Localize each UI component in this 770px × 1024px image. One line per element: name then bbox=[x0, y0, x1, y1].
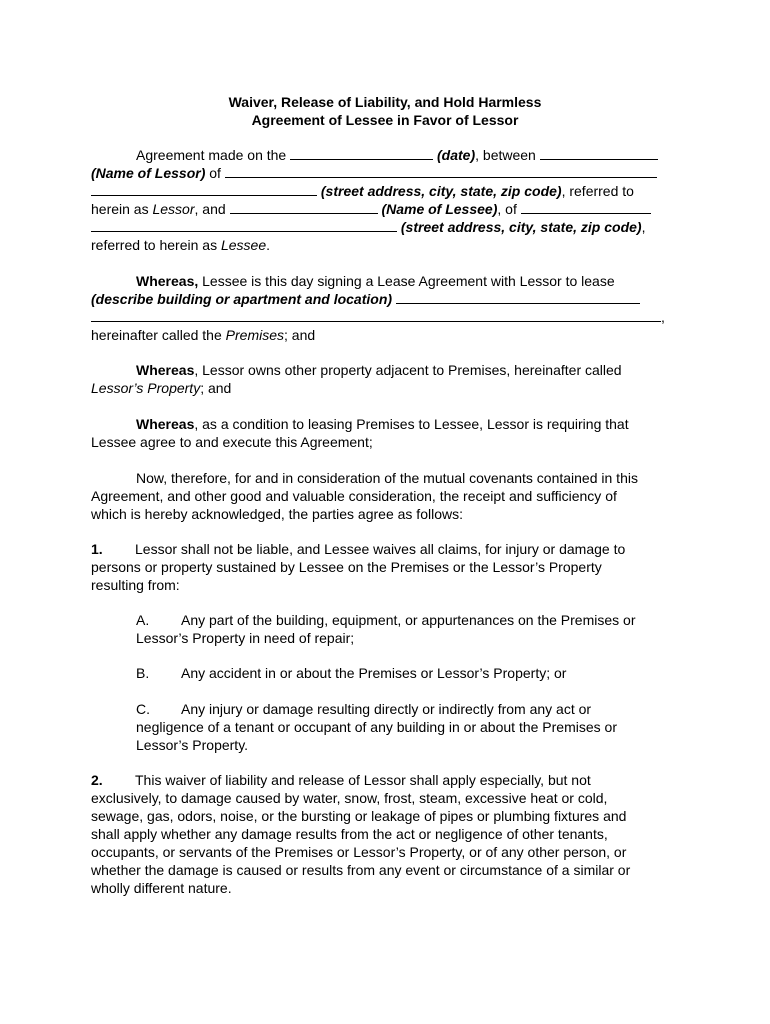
whereas2-line1 bbox=[136, 361, 622, 379]
lessor-term: Lessor bbox=[152, 201, 195, 217]
made-on-text: Agreement made on the bbox=[136, 147, 287, 163]
of-text: of bbox=[209, 165, 221, 181]
now-therefore-line2: Agreement, and other good and valuable consideration, the receipt and sufficiency of bbox=[91, 488, 617, 504]
referred-to-text: , referred to bbox=[561, 183, 634, 199]
item-c-line2: negligence of a tenant or occupant of any building in or about the Premises or bbox=[136, 719, 617, 735]
parties-line4 bbox=[91, 200, 651, 218]
whereas2-line2 bbox=[91, 379, 231, 397]
section2-line2: exclusively, to damage caused by water, snow, frost, steam, excessive heat or cold, bbox=[91, 790, 608, 806]
item-b-text1: Any accident in or about the Premises or Lessor’s Property; or bbox=[181, 665, 567, 681]
whereas3-text1: , as a condition to leasing Premises to Lessee, Lessor is requiring that bbox=[194, 416, 629, 432]
lessors-property-term: Lessor’s Property bbox=[91, 380, 201, 396]
date-blank[interactable] bbox=[290, 147, 433, 160]
whereas1-line4 bbox=[91, 326, 315, 344]
comma-text: , bbox=[641, 219, 646, 235]
whereas1-line2 bbox=[91, 290, 640, 308]
section2-line5: occupants, or servants of the Premises or Lessor’s Property, or of any other person, or bbox=[91, 844, 627, 860]
lessee-of-blank[interactable] bbox=[521, 201, 651, 214]
describe-label: (describe building or apartment and location) bbox=[91, 291, 393, 307]
lessor-name-label: (Name of Lessor) bbox=[91, 165, 206, 181]
lessee-name-label: (Name of Lessee) bbox=[381, 201, 498, 217]
location-blank[interactable] bbox=[91, 309, 661, 322]
parties-line1 bbox=[136, 146, 658, 164]
of-comma-text: , of bbox=[497, 201, 517, 217]
document-title-line1: Waiver, Release of Liability, and Hold Harmless bbox=[228, 94, 542, 110]
premises-term: Premises bbox=[225, 327, 285, 343]
between-blank[interactable] bbox=[540, 147, 658, 160]
section2-line7: wholly different nature. bbox=[91, 880, 232, 896]
date-label: (date) bbox=[437, 147, 476, 163]
whereas2-keyword: Whereas bbox=[136, 362, 195, 378]
section2-number: 2. bbox=[91, 772, 103, 788]
item-b-letter: B. bbox=[136, 665, 150, 681]
parties-line6 bbox=[91, 236, 270, 254]
now-therefore-line1: Now, therefore, for and in consideration of the mutual covenants contained in this bbox=[136, 470, 638, 486]
whereas3-line2: Lessee agree to and execute this Agreement; bbox=[91, 434, 373, 450]
whereas2-text: , Lessor owns other property adjacent to Premises, hereinafter called bbox=[194, 362, 622, 378]
lessor-name-blank[interactable] bbox=[225, 165, 657, 178]
lessee-name-blank[interactable] bbox=[230, 201, 378, 214]
and-text: , and bbox=[194, 201, 226, 217]
lessor-address-label: (street address, city, state, zip code) bbox=[320, 183, 562, 199]
describe-blank[interactable] bbox=[396, 291, 640, 304]
now-therefore-line3: which is hereby acknowledged, the parties agree as follows: bbox=[91, 506, 463, 522]
whereas1-line3 bbox=[91, 308, 665, 326]
whereas2-and: ; and bbox=[200, 380, 232, 396]
section1-number: 1. bbox=[91, 541, 103, 557]
section1-text1: Lessor shall not be liable, and Lessee waives all claims, for injury or damage to bbox=[135, 541, 626, 557]
parties-line3 bbox=[91, 182, 634, 200]
parties-line5 bbox=[91, 218, 645, 236]
lessee-term: Lessee bbox=[220, 237, 267, 253]
document-title-line2: Agreement of Lessee in Favor of Lessor bbox=[251, 112, 519, 128]
period-text: . bbox=[266, 237, 271, 253]
whereas1-keyword: Whereas, bbox=[136, 273, 199, 289]
item-a-line1 bbox=[136, 611, 636, 629]
section2-text1: This waiver of liability and release of Lessor shall apply especially, but not bbox=[135, 772, 591, 788]
section2-line6: whether the damage is caused or results from any event or circumstance of a similar or bbox=[91, 862, 631, 878]
referred-herein-text: referred to herein as bbox=[91, 237, 218, 253]
parties-line2 bbox=[91, 164, 657, 182]
lessor-address-blank[interactable] bbox=[91, 183, 317, 196]
whereas1-line1 bbox=[136, 272, 615, 290]
item-c-text1: Any injury or damage resulting directly or indirectly from any act or bbox=[181, 701, 592, 717]
section1-line1 bbox=[91, 540, 625, 558]
section1-line2: persons or property sustained by Lessee on the Premises or the Lessor’s Property bbox=[91, 559, 602, 575]
hereinafter-text: hereinafter called the bbox=[91, 327, 222, 343]
whereas1-and: ; and bbox=[284, 327, 316, 343]
section2-line1 bbox=[91, 771, 591, 789]
item-b-line1 bbox=[136, 664, 566, 682]
whereas3-keyword: Whereas bbox=[136, 416, 195, 432]
whereas1-comma: , bbox=[661, 309, 665, 325]
section2-line4: shall apply whether any damage results from the act or negligence of other tenants, bbox=[91, 826, 608, 842]
item-c-letter: C. bbox=[136, 701, 150, 717]
lessee-address-blank[interactable] bbox=[91, 219, 397, 232]
between-text: , between bbox=[475, 147, 536, 163]
item-a-text1: Any part of the building, equipment, or appurtenances on the Premises or bbox=[181, 612, 636, 628]
lessee-address-label: (street address, city, state, zip code) bbox=[400, 219, 642, 235]
whereas1-text: Lessee is this day signing a Lease Agreement with Lessor to lease bbox=[202, 273, 615, 289]
whereas3-line1 bbox=[136, 415, 629, 433]
item-c-line1 bbox=[136, 700, 591, 718]
section2-line3: sewage, gas, odors, noise, or the bursting or leakage of pipes or plumbing fixtures and bbox=[91, 808, 627, 824]
item-a-line2: Lessor’s Property in need of repair; bbox=[136, 630, 355, 646]
section1-line3: resulting from: bbox=[91, 577, 180, 593]
herein-as-text: herein as bbox=[91, 201, 149, 217]
item-c-line3: Lessor’s Property. bbox=[136, 737, 249, 753]
item-a-letter: A. bbox=[136, 612, 150, 628]
